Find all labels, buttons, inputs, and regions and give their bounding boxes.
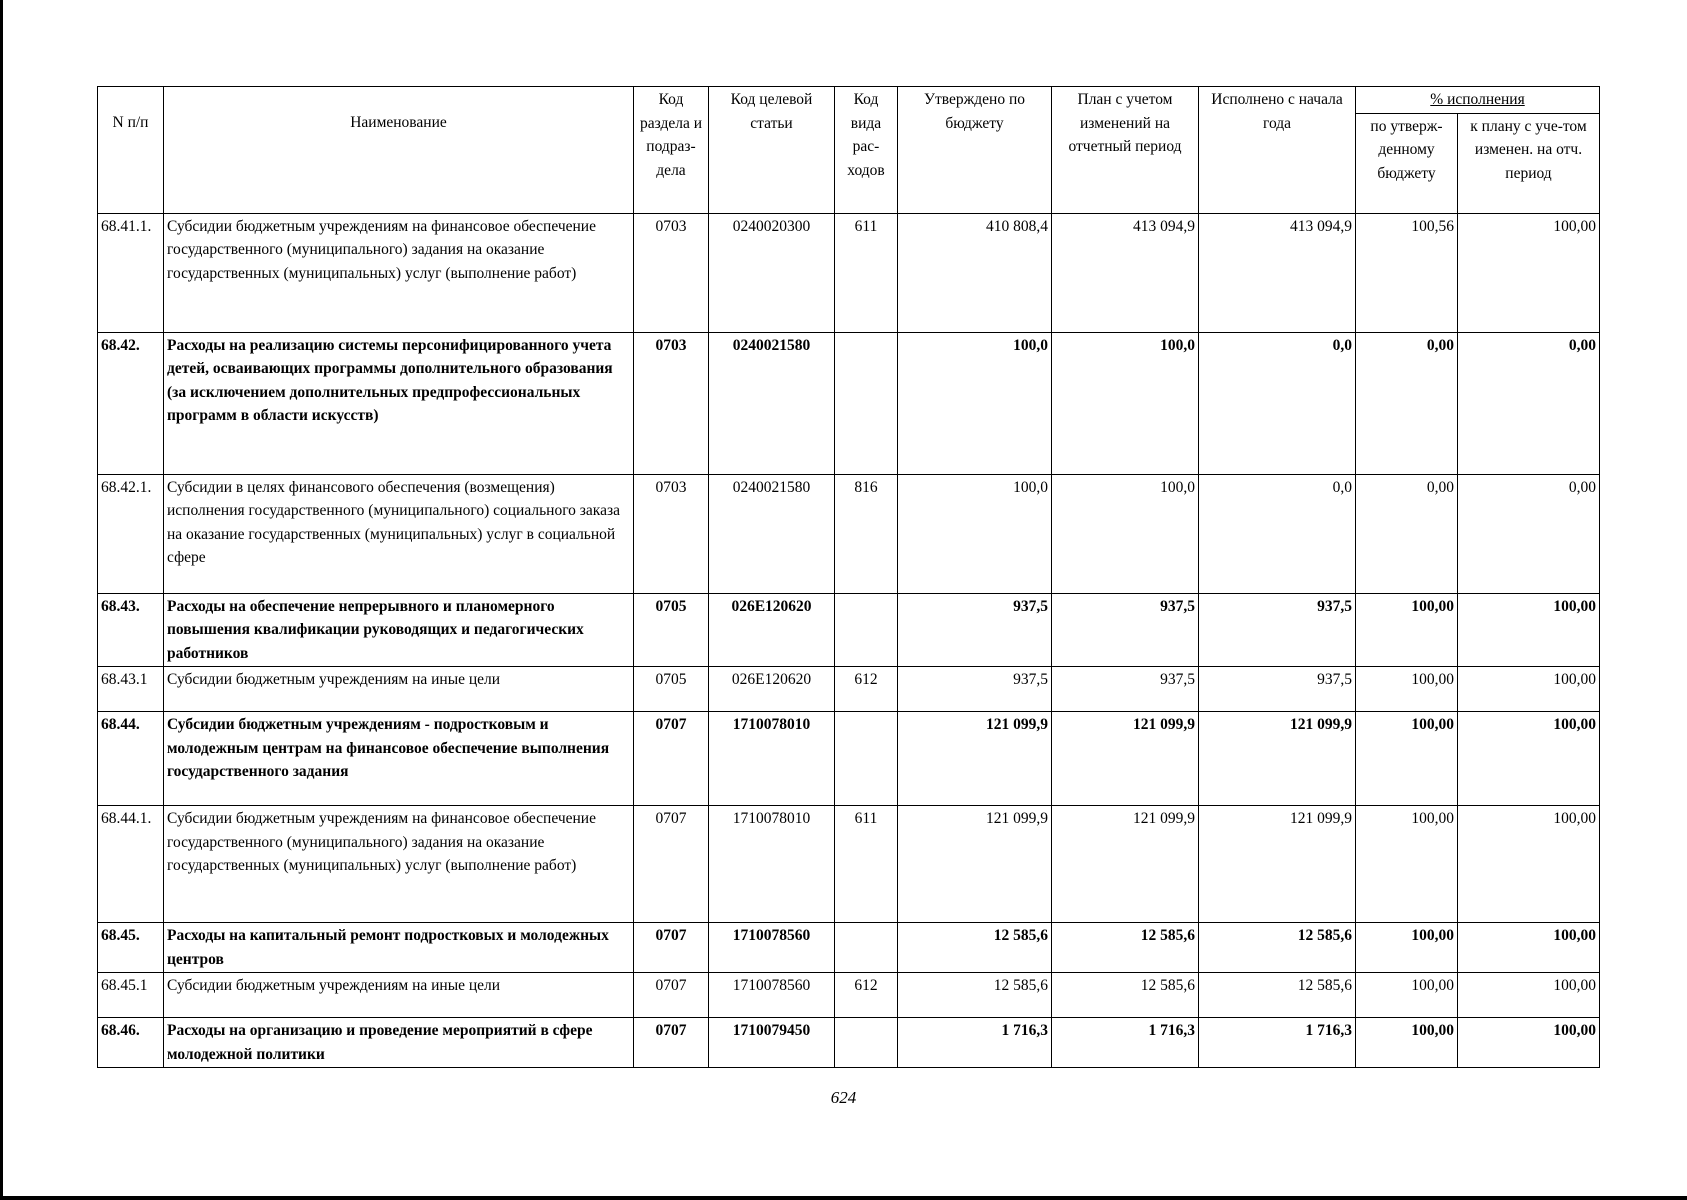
row-section-code: 0707	[634, 923, 709, 973]
row-target-code: 1710079450	[709, 1018, 835, 1068]
row-approved: 100,0	[898, 474, 1052, 593]
row-approved: 1 716,3	[898, 1018, 1052, 1068]
row-num: 68.44.1.	[98, 806, 164, 923]
header-expense-type-code: Код вида рас-ходов	[835, 87, 898, 214]
header-approved: Утверждено по бюджету	[898, 87, 1052, 214]
row-approved: 121 099,9	[898, 712, 1052, 806]
row-pct-budget: 0,00	[1356, 474, 1458, 593]
table-row	[98, 474, 1600, 593]
row-pct-plan: 100,00	[1458, 806, 1600, 923]
row-pct-plan: 100,00	[1458, 213, 1600, 332]
row-approved: 937,5	[898, 667, 1052, 712]
row-expense-type: 611	[835, 806, 898, 923]
row-approved: 100,0	[898, 332, 1052, 474]
row-section-code: 0703	[634, 474, 709, 593]
row-section-code: 0705	[634, 593, 709, 667]
row-pct-budget: 100,00	[1356, 593, 1458, 667]
table-row	[98, 1018, 1600, 1068]
row-target-code: 026E120620	[709, 667, 835, 712]
row-num: 68.42.	[98, 332, 164, 474]
row-name: Субсидии бюджетным учреждениям на иные цели	[164, 973, 634, 1018]
row-pct-plan: 100,00	[1458, 712, 1600, 806]
header-section-code: Код раздела и подраз-дела	[634, 87, 709, 214]
row-pct-plan: 100,00	[1458, 923, 1600, 973]
row-num: 68.43.	[98, 593, 164, 667]
row-pct-budget: 100,00	[1356, 667, 1458, 712]
row-executed: 0,0	[1199, 332, 1356, 474]
table-row	[98, 593, 1600, 667]
row-expense-type: 612	[835, 973, 898, 1018]
budget-execution-table	[97, 86, 1600, 1068]
row-num: 68.41.1.	[98, 213, 164, 332]
row-pct-budget: 100,00	[1356, 973, 1458, 1018]
row-executed: 0,0	[1199, 474, 1356, 593]
row-pct-plan: 100,00	[1458, 1018, 1600, 1068]
table-header	[98, 87, 1600, 214]
row-section-code: 0703	[634, 213, 709, 332]
row-num: 68.43.1	[98, 667, 164, 712]
row-target-code: 1710078010	[709, 712, 835, 806]
row-section-code: 0705	[634, 667, 709, 712]
row-section-code: 0707	[634, 806, 709, 923]
row-name: Расходы на организацию и проведение мероприятий в сфере молодежной политики	[164, 1018, 634, 1068]
row-section-code: 0707	[634, 1018, 709, 1068]
row-plan: 121 099,9	[1052, 712, 1199, 806]
row-section-code: 0707	[634, 973, 709, 1018]
row-plan: 12 585,6	[1052, 923, 1199, 973]
row-name: Субсидии в целях финансового обеспечения (возмещения) исполнения государственного (муниципального) социального заказа на оказание государственных (муниципальных) услуг в социальной сфере	[164, 474, 634, 593]
row-name: Субсидии бюджетным учреждениям на иные цели	[164, 667, 634, 712]
row-plan: 937,5	[1052, 667, 1199, 712]
row-num: 68.42.1.	[98, 474, 164, 593]
row-name: Субсидии бюджетным учреждениям на финансовое обеспечение государственного (муниципального) задания на оказание государственных (муниципальных) услуг (выполнение работ)	[164, 806, 634, 923]
row-expense-type: 816	[835, 474, 898, 593]
row-pct-budget: 100,00	[1356, 806, 1458, 923]
header-executed: Исполнено с начала года	[1199, 87, 1356, 214]
row-pct-budget: 0,00	[1356, 332, 1458, 474]
row-executed: 121 099,9	[1199, 712, 1356, 806]
row-plan: 1 716,3	[1052, 1018, 1199, 1068]
row-num: 68.45.	[98, 923, 164, 973]
row-plan: 100,0	[1052, 474, 1199, 593]
row-pct-plan: 0,00	[1458, 474, 1600, 593]
row-approved: 12 585,6	[898, 973, 1052, 1018]
row-expense-type	[835, 332, 898, 474]
table-row	[98, 973, 1600, 1018]
row-name: Субсидии бюджетным учреждениям - подростковым и молодежным центрам на финансовое обеспечение выполнения государственного задания	[164, 712, 634, 806]
table-row	[98, 712, 1600, 806]
row-target-code: 1710078560	[709, 923, 835, 973]
row-num: 68.46.	[98, 1018, 164, 1068]
table-row	[98, 806, 1600, 923]
row-expense-type: 612	[835, 667, 898, 712]
row-plan: 100,0	[1052, 332, 1199, 474]
row-plan: 937,5	[1052, 593, 1199, 667]
row-plan: 12 585,6	[1052, 973, 1199, 1018]
row-pct-plan: 0,00	[1458, 332, 1600, 474]
header-plan: План с учетом изменений на отчетный период	[1052, 87, 1199, 214]
row-pct-budget: 100,00	[1356, 712, 1458, 806]
row-name: Субсидии бюджетным учреждениям на финансовое обеспечение государственного (муниципального) задания на оказание государственных (муниципальных) услуг (выполнение работ)	[164, 213, 634, 332]
header-execution-percent: % исполнения	[1356, 87, 1600, 114]
row-approved: 12 585,6	[898, 923, 1052, 973]
row-expense-type	[835, 712, 898, 806]
row-name: Расходы на капитальный ремонт подростковых и молодежных центров	[164, 923, 634, 973]
row-executed: 413 094,9	[1199, 213, 1356, 332]
row-pct-plan: 100,00	[1458, 667, 1600, 712]
row-target-code: 0240020300	[709, 213, 835, 332]
page-number: 624	[830, 1088, 857, 1107]
row-expense-type	[835, 923, 898, 973]
row-pct-plan: 100,00	[1458, 973, 1600, 1018]
row-executed: 12 585,6	[1199, 973, 1356, 1018]
row-executed: 121 099,9	[1199, 806, 1356, 923]
row-expense-type	[835, 1018, 898, 1068]
row-name: Расходы на обеспечение непрерывного и планомерного повышения квалификации руководящих и педагогических работников	[164, 593, 634, 667]
header-pct-budget: по утверж-денному бюджету	[1356, 113, 1458, 213]
row-approved: 410 808,4	[898, 213, 1052, 332]
row-executed: 1 716,3	[1199, 1018, 1356, 1068]
row-expense-type: 611	[835, 213, 898, 332]
row-executed: 937,5	[1199, 667, 1356, 712]
row-name: Расходы на реализацию системы персонифицированного учета детей, осваивающих программы дополнительного образования (за исключением дополнительных предпрофессиональных программ в области искусств)	[164, 332, 634, 474]
row-target-code: 1710078010	[709, 806, 835, 923]
row-num: 68.44.	[98, 712, 164, 806]
row-num: 68.45.1	[98, 973, 164, 1018]
row-executed: 937,5	[1199, 593, 1356, 667]
table-row	[98, 923, 1600, 973]
scan-left-edge	[0, 0, 3, 1200]
row-target-code: 1710078560	[709, 973, 835, 1018]
row-pct-plan: 100,00	[1458, 593, 1600, 667]
table-row	[98, 667, 1600, 712]
header-num: N п/п	[98, 87, 164, 214]
header-pct-plan: к плану с уче-том изменен. на отч. период	[1458, 113, 1600, 213]
table-row	[98, 213, 1600, 332]
row-approved: 121 099,9	[898, 806, 1052, 923]
row-plan: 121 099,9	[1052, 806, 1199, 923]
row-plan: 413 094,9	[1052, 213, 1199, 332]
header-name: Наименование	[164, 87, 634, 214]
row-section-code: 0707	[634, 712, 709, 806]
row-target-code: 0240021580	[709, 474, 835, 593]
row-target-code: 0240021580	[709, 332, 835, 474]
table-row	[98, 332, 1600, 474]
row-approved: 937,5	[898, 593, 1052, 667]
scan-bottom-edge	[0, 1196, 1687, 1200]
row-pct-budget: 100,00	[1356, 923, 1458, 973]
row-pct-budget: 100,00	[1356, 1018, 1458, 1068]
header-target-code: Код целевой статьи	[709, 87, 835, 214]
row-expense-type	[835, 593, 898, 667]
row-target-code: 026E120620	[709, 593, 835, 667]
row-executed: 12 585,6	[1199, 923, 1356, 973]
row-pct-budget: 100,56	[1356, 213, 1458, 332]
row-section-code: 0703	[634, 332, 709, 474]
